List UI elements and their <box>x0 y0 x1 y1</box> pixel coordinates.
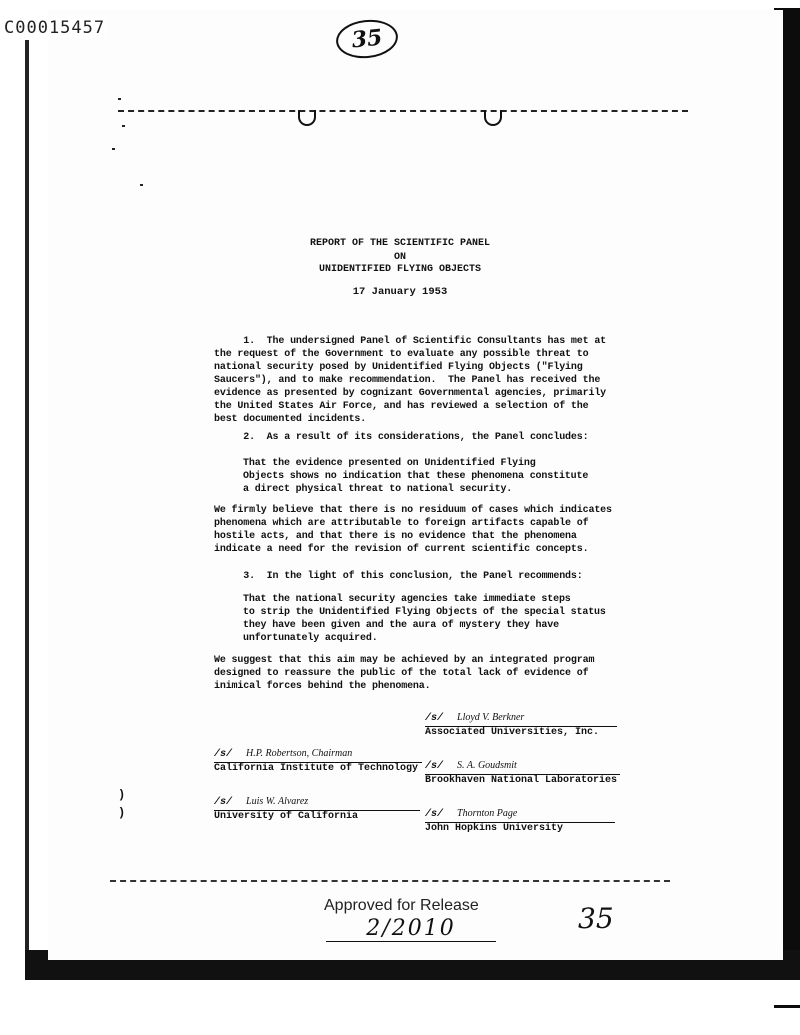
signatory-affiliation: Associated Universities, Inc. <box>425 727 600 738</box>
release-date: 2/2010 <box>326 916 496 942</box>
signature-berkner <box>425 712 617 739</box>
signature-page <box>425 808 615 835</box>
paragraph-2-conclusion: That the evidence presented on Unidentified Flying Objects shows no indication that these phenomena constitute a direct physical threat to national security. <box>243 458 589 495</box>
signature-mark: /s/ <box>425 761 444 772</box>
signature-alvarez <box>214 796 420 823</box>
signatory-name: Luis W. Alvarez <box>246 796 309 807</box>
report-title-line-2: ON <box>393 252 406 263</box>
signatory-name: H.P. Robertson, Chairman <box>246 748 353 759</box>
signatory-affiliation: California Institute of Technology <box>214 763 419 774</box>
signatory-name: Lloyd V. Berkner <box>457 712 525 723</box>
scan-speck <box>122 125 125 127</box>
scan-speck <box>118 98 121 100</box>
scan-speck <box>140 184 143 186</box>
signatory-name: S. A. Goudsmit <box>457 760 517 771</box>
report-date: 17 January 1953 <box>352 286 448 298</box>
signatory-affiliation: Brookhaven National Laboratories <box>425 775 618 786</box>
paragraph-1: 1. The undersigned Panel of Scientific Consultants has met at the request of the Government to evaluate any possible threat to national security posed by Unidentified Flying Objects ("Flying Saucers"), and to make recommendation. The Panel has received the evidence as presented by cognizant Governmental agencies, primarily the United States Air Force, and has reviewed a selection of the best documented incidents. <box>214 336 607 425</box>
top-perforation-line <box>118 110 688 112</box>
report-title-line-3: UNIDENTIFIED FLYING OBJECTS <box>318 264 482 275</box>
signature-goudsmit <box>425 760 620 787</box>
paragraph-3-followup: We suggest that this aim may be achieved by an integrated program designed to reassure the public of the total lack of evidence of inimical forces behind the phenomena. <box>214 655 595 692</box>
signature-mark: /s/ <box>425 809 444 820</box>
paragraph-3-recommendation: That the national security agencies take immediate steps to strip the Unidentified Flying Objects of the special status they have been given and the aura of mystery they have unfortunately acquired. <box>243 594 606 644</box>
release-label: Approved for Release <box>324 897 479 914</box>
signatory-affiliation: University of California <box>214 811 359 822</box>
signature-mark: /s/ <box>425 713 444 724</box>
margin-mark: ) <box>118 806 126 820</box>
document-id-stamp: C00015457 <box>4 18 106 38</box>
scan-border-left <box>25 40 29 970</box>
scan-speck <box>112 148 115 150</box>
signatory-name: Thornton Page <box>457 808 518 819</box>
signature-robertson <box>214 748 422 775</box>
paragraph-2-intro: 2. As a result of its considerations, the Panel concludes: <box>214 432 589 443</box>
bottom-rule <box>110 880 670 882</box>
signature-mark: /s/ <box>214 797 233 808</box>
report-title-line-1: REPORT OF THE SCIENTIFIC PANEL <box>309 238 491 249</box>
paragraph-3-intro: 3. In the light of this conclusion, the Panel recommends: <box>214 571 583 582</box>
signatory-affiliation: John Hopkins University <box>425 823 564 834</box>
handwritten-page-number: 35 <box>578 902 614 935</box>
circled-page-number-text: 35 <box>350 24 384 54</box>
signature-mark: /s/ <box>214 749 233 760</box>
margin-mark: ) <box>118 788 126 802</box>
paragraph-2-followup: We firmly believe that there is no residuum of cases which indicates phenomena which are attributable to foreign artifacts capable of hostile acts, and that there is no evidence that the phenomena indicate a need for the revision of current scientific concepts. <box>214 505 612 555</box>
